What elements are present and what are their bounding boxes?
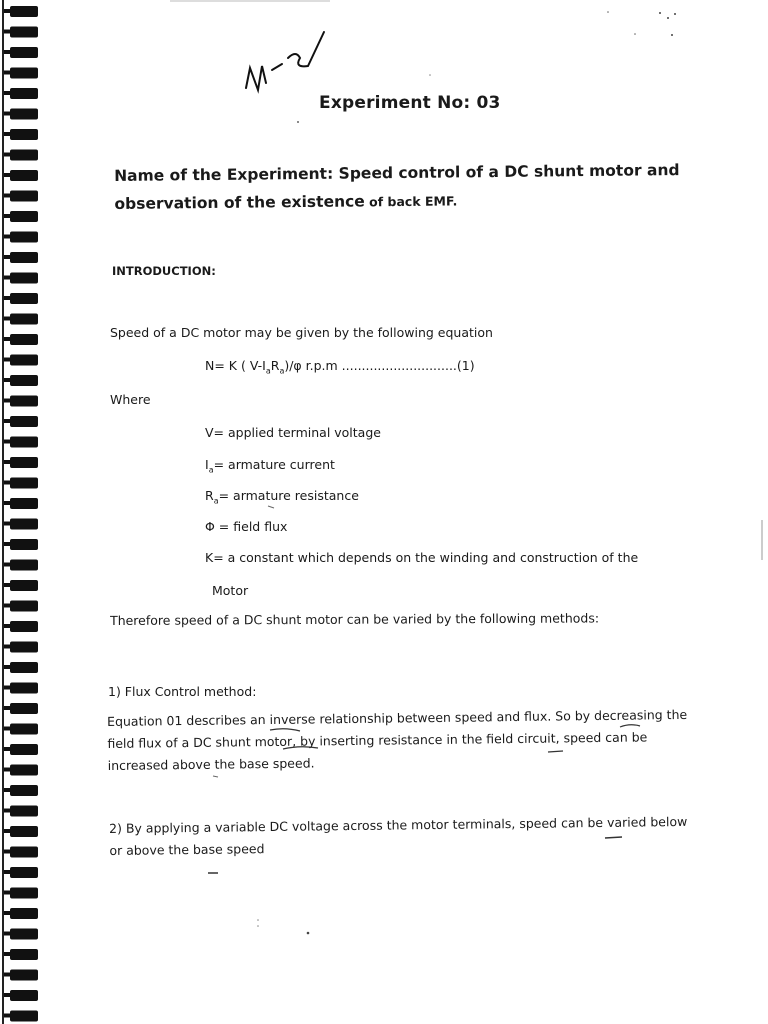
binding-ring xyxy=(10,929,38,940)
binding-ring-hook xyxy=(4,891,12,895)
equation-sub-b: a xyxy=(279,366,285,376)
binding-ring-hook xyxy=(4,973,12,977)
binding-ring-hook xyxy=(4,952,12,956)
binding-ring xyxy=(10,109,38,120)
ia-text: = armature current xyxy=(213,457,335,472)
binding-ring-hook xyxy=(4,91,12,95)
binding-ring-hook xyxy=(4,645,12,649)
ra-symbol: R xyxy=(205,488,214,503)
binding-ring-hook xyxy=(4,993,12,997)
equation-mid: R xyxy=(270,358,280,373)
binding-ring xyxy=(10,457,38,468)
binding-ring xyxy=(10,765,38,776)
binding-ring-hook xyxy=(4,399,12,403)
binding-ring-hook xyxy=(4,932,12,936)
binding-ring xyxy=(10,519,38,530)
binding-ring xyxy=(10,129,38,140)
binding-ring xyxy=(10,170,38,181)
binding-ring xyxy=(10,232,38,243)
binding-ring-hook xyxy=(4,829,12,833)
binding-ring xyxy=(10,990,38,1001)
binding-ring-hook xyxy=(4,194,12,198)
binding-ring xyxy=(10,662,38,673)
binding-ring-hook xyxy=(4,481,12,485)
ia-subscript: a xyxy=(208,465,214,475)
methods-intro: Therefore speed of a DC shunt motor can be varied by the following methods: xyxy=(110,610,600,628)
binding-ring-hook xyxy=(4,9,12,13)
binding-ring xyxy=(10,785,38,796)
binding-ring xyxy=(10,27,38,38)
binding-ring-hook xyxy=(4,604,12,608)
binding-ring-hook xyxy=(4,686,12,690)
binding-ring-hook xyxy=(4,358,12,362)
binding-ring-hook xyxy=(4,768,12,772)
binding-ring xyxy=(10,847,38,858)
binding-ring xyxy=(10,683,38,694)
binding-ring xyxy=(10,293,38,304)
binding-ring-hook xyxy=(4,583,12,587)
page-title: Experiment No: 03 xyxy=(319,93,501,113)
binding-ring-hook xyxy=(4,71,12,75)
binding-ring-hook xyxy=(4,112,12,116)
where-label: Where xyxy=(110,392,151,407)
binding-ring xyxy=(10,621,38,632)
binding-ring-hook xyxy=(4,501,12,505)
definition-k-continued: Motor xyxy=(212,583,249,598)
equation-lhs: N= K ( V-I xyxy=(205,358,266,373)
binding-ring-hook xyxy=(4,337,12,341)
binding-ring xyxy=(10,191,38,202)
binding-ring-hook xyxy=(4,665,12,669)
binding-ring xyxy=(10,47,38,58)
experiment-name xyxy=(114,156,715,219)
intro-line: Speed of a DC motor may be given by the following equation xyxy=(110,325,493,340)
binding-ring xyxy=(10,396,38,407)
binding-ring xyxy=(10,498,38,509)
binding-ring-hook xyxy=(4,706,12,710)
binding-ring-hook xyxy=(4,235,12,239)
definition-ia xyxy=(205,457,335,475)
binding-ring-hook xyxy=(4,50,12,54)
binding-ring xyxy=(10,334,38,345)
binding-ring-hook xyxy=(4,788,12,792)
ia-symbol: I xyxy=(205,457,209,472)
binding-ring xyxy=(10,949,38,960)
experiment-name-main: Name of the Experiment: Speed control of a DC shunt motor and observation of the existence xyxy=(114,161,680,213)
binding-ring-hook xyxy=(4,153,12,157)
definition-v: V= applied terminal voltage xyxy=(205,425,381,440)
speed-equation xyxy=(205,358,475,376)
binding-ring xyxy=(10,744,38,755)
binding-ring-hook xyxy=(4,624,12,628)
binding-ring xyxy=(10,908,38,919)
binding-ring xyxy=(10,601,38,612)
binding-ring-hook xyxy=(4,1014,12,1018)
equation-sub-a: a xyxy=(265,366,271,376)
binding-ring xyxy=(10,273,38,284)
binding-ring-hook xyxy=(4,522,12,526)
binding-ring xyxy=(10,375,38,386)
binding-ring-hook xyxy=(4,542,12,546)
binding-ring-hook xyxy=(4,419,12,423)
binding-ring xyxy=(10,437,38,448)
binding-ring xyxy=(10,724,38,735)
ra-text: = armature resistance xyxy=(218,488,359,503)
binding-ring xyxy=(10,252,38,263)
binding-ring-hook xyxy=(4,214,12,218)
binding-ring xyxy=(10,355,38,366)
binding-ring xyxy=(10,806,38,817)
equation-rhs: )/φ r.p.m .............................(1) xyxy=(284,358,475,373)
binding-ring xyxy=(10,703,38,714)
binding-ring xyxy=(10,888,38,899)
ra-subscript: a xyxy=(213,496,219,506)
method-2-text: 2) By applying a variable DC voltage across the motor terminals, speed can be varied below or above the base speed xyxy=(109,813,688,858)
binding-ring xyxy=(10,88,38,99)
definition-phi: Φ = field flux xyxy=(205,519,288,534)
binding-ring-hook xyxy=(4,870,12,874)
definition-ra xyxy=(205,488,359,506)
method-1-text: Equation 01 describes an inverse relationship between speed and flux. So by decreasing the field flux of a DC shunt motor, by inserting resistance in the field circuit, speed can be increased above the base speed. xyxy=(107,706,688,773)
experiment-name-tail: of back EMF. xyxy=(364,193,458,210)
binding-ring-hook xyxy=(4,378,12,382)
binding-ring xyxy=(10,867,38,878)
binding-ring xyxy=(10,68,38,79)
binding-ring-hook xyxy=(4,850,12,854)
method-1-title: 1) Flux Control method: xyxy=(108,684,257,699)
binding-ring-hook xyxy=(4,460,12,464)
binding-ring xyxy=(10,6,38,17)
binding-ring xyxy=(10,580,38,591)
definition-k: K= a constant which depends on the winding and construction of the xyxy=(205,550,639,565)
binding-ring xyxy=(10,314,38,325)
binding-ring xyxy=(10,642,38,653)
binding-ring xyxy=(10,970,38,981)
binding-ring xyxy=(10,1011,38,1022)
binding-ring xyxy=(10,211,38,222)
binding-ring-hook xyxy=(4,296,12,300)
binding-ring xyxy=(10,826,38,837)
binding-ring-hook xyxy=(4,30,12,34)
binding-ring xyxy=(10,150,38,161)
binding-ring-hook xyxy=(4,440,12,444)
binding-ring-hook xyxy=(4,276,12,280)
binding-ring-hook xyxy=(4,911,12,915)
binding-ring-hook xyxy=(4,747,12,751)
binding-ring xyxy=(10,416,38,427)
binding-ring-hook xyxy=(4,132,12,136)
binding-ring-hook xyxy=(4,727,12,731)
binding-ring-hook xyxy=(4,809,12,813)
binding-ring xyxy=(10,478,38,489)
binding-ring xyxy=(10,560,38,571)
section-heading: INTRODUCTION: xyxy=(112,264,216,278)
binding-ring-hook xyxy=(4,317,12,321)
binding-ring-hook xyxy=(4,255,12,259)
binding-ring xyxy=(10,539,38,550)
spiral-binding xyxy=(0,0,44,1024)
binding-ring-hook xyxy=(4,173,12,177)
binding-ring-hook xyxy=(4,563,12,567)
